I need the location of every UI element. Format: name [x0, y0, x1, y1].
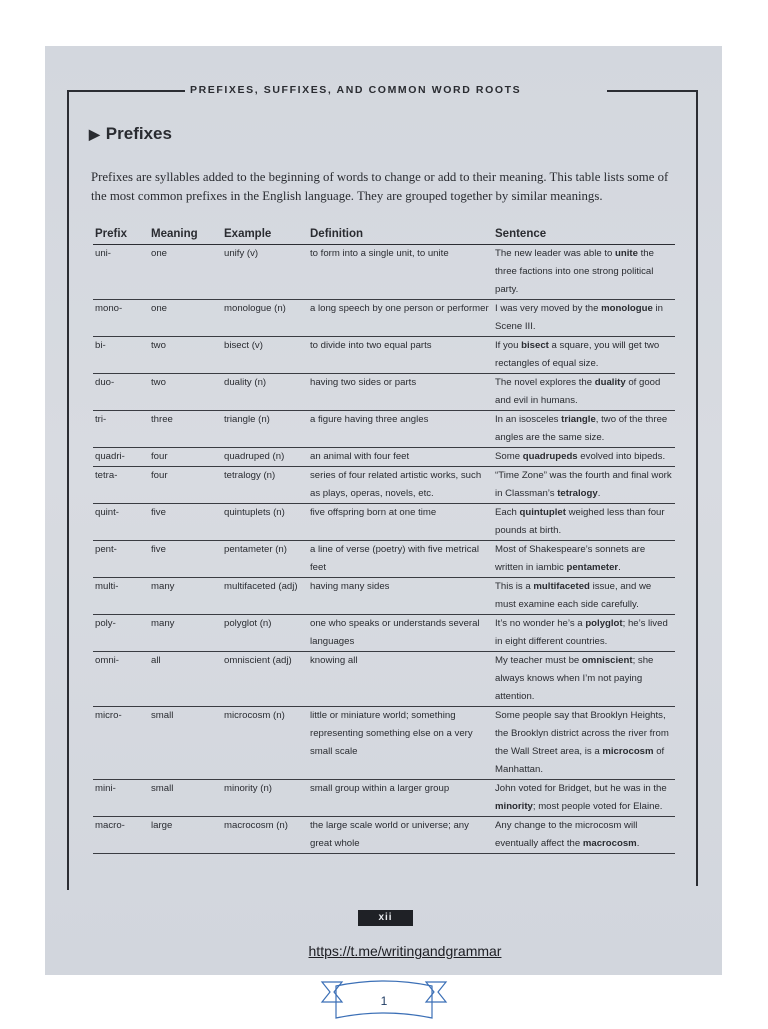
- sentence-text: weighed less than four pounds at birth.: [495, 507, 665, 536]
- highlighted-word: bisect: [521, 340, 549, 351]
- sentence-text: , two of the three angles are the same size.: [495, 414, 668, 443]
- highlighted-word: macrocosm: [582, 838, 637, 849]
- sentence-text: It’s no wonder he’s a: [495, 618, 586, 629]
- sentence-text: I was very moved by the: [495, 303, 602, 314]
- highlighted-word: polyglot: [585, 618, 623, 629]
- cell-sentence: [493, 467, 675, 504]
- highlighted-word: omniscient: [581, 655, 633, 666]
- cell-definition: to divide into two equal parts: [308, 337, 493, 374]
- highlighted-word: minority: [495, 801, 533, 812]
- cell-definition: an animal with four feet: [308, 448, 493, 467]
- column-header-prefix: Prefix: [93, 225, 149, 245]
- prefix-table: [93, 225, 675, 854]
- cell-meaning: large: [149, 817, 222, 854]
- cell-meaning: three: [149, 411, 222, 448]
- cell-definition: having two sides or parts: [308, 374, 493, 411]
- cell-meaning: one: [149, 245, 222, 300]
- cell-meaning: many: [149, 615, 222, 652]
- cell-meaning: all: [149, 652, 222, 707]
- cell-definition: the large scale world or universe; any great whole: [308, 817, 493, 854]
- cell-example: microcosm (n): [222, 707, 308, 780]
- highlighted-word: unite: [615, 248, 638, 259]
- cell-sentence: [493, 578, 675, 615]
- section-heading: [89, 124, 172, 144]
- cell-sentence: [493, 300, 675, 337]
- highlighted-word: multifaceted: [533, 581, 590, 592]
- table-row: [93, 578, 675, 615]
- sentence-text: ; most people voted for Elaine.: [532, 801, 663, 812]
- cell-prefix: duo-: [93, 374, 149, 411]
- cell-prefix: quint-: [93, 504, 149, 541]
- cell-sentence: [493, 337, 675, 374]
- cell-example: quadruped (n): [222, 448, 308, 467]
- cell-sentence: [493, 817, 675, 854]
- sentence-text: .: [618, 562, 621, 573]
- cell-prefix: pent-: [93, 541, 149, 578]
- page-label: xii: [358, 910, 413, 926]
- cell-meaning: small: [149, 707, 222, 780]
- table-row: [93, 780, 675, 817]
- cell-example: minority (n): [222, 780, 308, 817]
- table-row: [93, 245, 675, 300]
- cell-sentence: [493, 615, 675, 652]
- cell-sentence: [493, 652, 675, 707]
- table-row: [93, 817, 675, 854]
- cell-prefix: bi-: [93, 337, 149, 374]
- cell-prefix: tetra-: [93, 467, 149, 504]
- sentence-text: The new leader was able to: [495, 248, 615, 259]
- cell-sentence: [493, 411, 675, 448]
- table-row: [93, 337, 675, 374]
- sentence-text: .: [597, 488, 601, 499]
- frame-right-border: [696, 90, 698, 886]
- page-number: 1: [380, 994, 388, 1008]
- cell-example: duality (n): [222, 374, 308, 411]
- sentence-text: of good and evil in humans.: [495, 377, 661, 406]
- cell-definition: little or miniature world; something representing something else on a very small scale: [308, 707, 493, 780]
- cell-example: bisect (v): [222, 337, 308, 374]
- frame-left-border: [67, 90, 69, 890]
- cell-prefix: quadri-: [93, 448, 149, 467]
- highlighted-word: quintuplet: [519, 507, 566, 518]
- highlighted-word: microcosm: [602, 746, 654, 757]
- cell-meaning: two: [149, 374, 222, 411]
- cell-meaning: five: [149, 504, 222, 541]
- sentence-text: In an isosceles: [495, 414, 562, 425]
- cell-example: tetralogy (n): [222, 467, 308, 504]
- cell-sentence: [493, 374, 675, 411]
- cell-definition: to form into a single unit, to unite: [308, 245, 493, 300]
- table-row: [93, 467, 675, 504]
- table-row: [93, 652, 675, 707]
- cell-definition: a line of verse (poetry) with five metrical feet: [308, 541, 493, 578]
- sentence-text: the three factions into one strong political party.: [495, 248, 654, 295]
- cell-definition: having many sides: [308, 578, 493, 615]
- sentence-text: of Manhattan.: [495, 746, 665, 775]
- cell-prefix: multi-: [93, 578, 149, 615]
- table-row: [93, 615, 675, 652]
- cell-prefix: micro-: [93, 707, 149, 780]
- sentence-text: ; she always knows when I’m not paying attention.: [495, 655, 654, 702]
- cell-sentence: [493, 504, 675, 541]
- sentence-text: If you: [495, 340, 522, 351]
- cell-example: multifaceted (adj): [222, 578, 308, 615]
- sentence-text: .: [636, 838, 640, 849]
- highlighted-word: tetralogy: [557, 488, 598, 499]
- cell-meaning: one: [149, 300, 222, 337]
- cell-definition: five offspring born at one time: [308, 504, 493, 541]
- table-row: [93, 300, 675, 337]
- cell-sentence: [493, 448, 675, 467]
- sentence-text: Some people say that Brooklyn Heights, the Brooklyn district across the river from the Wall Street area, is a: [495, 710, 669, 757]
- cell-prefix: macro-: [93, 817, 149, 854]
- cell-sentence: [493, 707, 675, 780]
- cell-prefix: mini-: [93, 780, 149, 817]
- highlighted-word: triangle: [561, 414, 596, 425]
- running-header: PREFIXES, SUFFIXES, AND COMMON WORD ROOTS: [190, 84, 522, 96]
- page-number-ribbon: [320, 978, 448, 1024]
- highlighted-word: monologue: [601, 303, 653, 314]
- section-title: Prefixes: [105, 124, 172, 143]
- cell-definition: knowing all: [308, 652, 493, 707]
- cell-prefix: poly-: [93, 615, 149, 652]
- cell-meaning: four: [149, 448, 222, 467]
- cell-example: monologue (n): [222, 300, 308, 337]
- table-row: [93, 411, 675, 448]
- cell-prefix: tri-: [93, 411, 149, 448]
- sentence-text: a square, you will get two rectangles of equal size.: [495, 340, 660, 369]
- cell-sentence: [493, 780, 675, 817]
- cell-sentence: [493, 245, 675, 300]
- column-header-sentence: Sentence: [493, 225, 675, 245]
- table-row: [93, 504, 675, 541]
- sentence-text: The novel explores the: [495, 377, 595, 388]
- cell-example: unify (v): [222, 245, 308, 300]
- cell-prefix: uni-: [93, 245, 149, 300]
- cell-meaning: five: [149, 541, 222, 578]
- triangle-right-icon: ▶: [89, 126, 100, 142]
- header-rule-right: [607, 90, 698, 92]
- sentence-text: Any change to the microcosm will eventually affect the: [495, 820, 638, 849]
- cell-definition: series of four related artistic works, such as plays, operas, novels, etc.: [308, 467, 493, 504]
- cell-example: polyglot (n): [222, 615, 308, 652]
- highlighted-word: pentameter: [566, 562, 619, 573]
- cell-example: pentameter (n): [222, 541, 308, 578]
- table-row: [93, 374, 675, 411]
- cell-example: triangle (n): [222, 411, 308, 448]
- sentence-text: in Scene III.: [495, 303, 663, 332]
- cell-meaning: two: [149, 337, 222, 374]
- highlighted-word: duality: [594, 377, 626, 388]
- column-header-definition: Definition: [308, 225, 493, 245]
- table-row: [93, 541, 675, 578]
- column-header-meaning: Meaning: [149, 225, 222, 245]
- cell-definition: small group within a larger group: [308, 780, 493, 817]
- cell-definition: one who speaks or understands several languages: [308, 615, 493, 652]
- table-row: [93, 448, 675, 467]
- footer-link[interactable]: https://t.me/writingandgrammar: [308, 943, 502, 959]
- cell-meaning: many: [149, 578, 222, 615]
- cell-meaning: four: [149, 467, 222, 504]
- cell-example: quintuplets (n): [222, 504, 308, 541]
- sentence-text: ; he’s lived in eight different countries.: [495, 618, 668, 647]
- cell-definition: a figure having three angles: [308, 411, 493, 448]
- sentence-text: My teacher must be: [495, 655, 582, 666]
- highlighted-word: quadrupeds: [522, 451, 578, 462]
- sentence-text: Some: [495, 451, 523, 462]
- table-body: [93, 245, 675, 854]
- sentence-text: This is a: [495, 581, 534, 592]
- sentence-text: Each: [495, 507, 520, 518]
- sentence-text: issue, and we must examine each side carefully.: [495, 581, 652, 610]
- scanned-page: [45, 46, 722, 975]
- header-rule-left: [67, 90, 185, 92]
- cell-example: macrocosm (n): [222, 817, 308, 854]
- cell-sentence: [493, 541, 675, 578]
- cell-definition: a long speech by one person or performer: [308, 300, 493, 337]
- table-header-row: [93, 225, 675, 245]
- sentence-text: “Time Zone” was the fourth and final work in Classman’s: [495, 470, 672, 499]
- sentence-text: evolved into bipeds.: [577, 451, 666, 462]
- table-row: [93, 707, 675, 780]
- cell-prefix: omni-: [93, 652, 149, 707]
- cell-prefix: mono-: [93, 300, 149, 337]
- column-header-example: Example: [222, 225, 308, 245]
- sentence-text: Most of Shakespeare’s sonnets are written in iambic: [495, 544, 646, 573]
- sentence-text: John voted for Bridget, but he was in the: [495, 783, 667, 794]
- cell-meaning: small: [149, 780, 222, 817]
- cell-example: omniscient (adj): [222, 652, 308, 707]
- intro-paragraph: Prefixes are syllables added to the beginning of words to change or add to their meaning. This table lists some of the most common prefixes in the English language. They are grouped together by similar meanings.: [91, 170, 669, 203]
